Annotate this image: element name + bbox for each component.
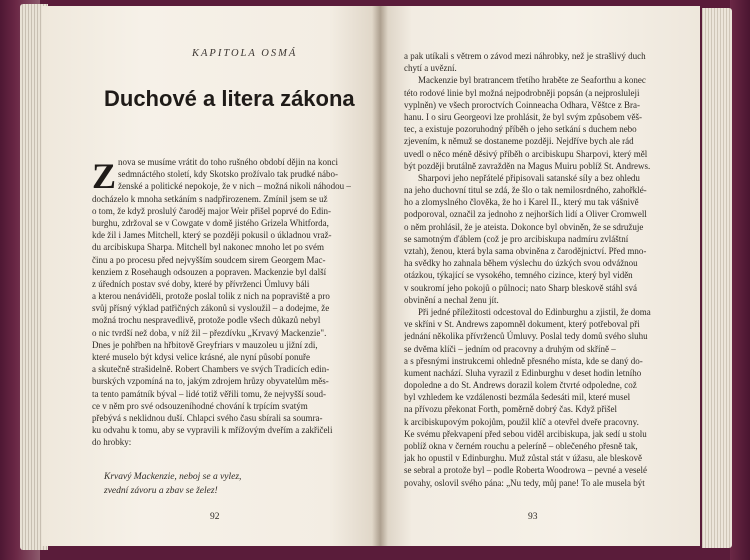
text-line: jak ho opustil v Edinburghu. Muž zůstal stát v úžasu, ale bleskově	[404, 453, 643, 464]
text-line: jednání několika přívrženců Úmluvy. Poslal tedy domů svého sluhu	[404, 331, 648, 342]
text-line: této rodové linie byl možná nejpodrobněji popsán (a nejprosluleji	[404, 87, 640, 98]
text-line: a s přesnými instrukcemi ohledně přesného místa, kde se daný do-	[404, 355, 643, 366]
text-line: chytí a uvězní.	[404, 63, 457, 74]
text-line: ha svědky ho zahnala během výslechu do úzkých svou odvážnou	[404, 258, 638, 269]
poem-line: zvední závoru a zbav se želez!	[104, 486, 218, 496]
text-line: kde žil i James Mitchell, který se později pokusil o úkladnou vraž-	[92, 230, 332, 241]
text-line: činu a po procesu před nejvyšším soudcem sirem Georgem Mac-	[92, 254, 326, 265]
text-line: poblíž okna v černém rouchu a peleríně – oblečeného přesně tak,	[404, 441, 638, 451]
text-line: kument nachází. Sluha vyrazil z Edinburghu v deset hodin letního	[404, 367, 642, 378]
text-line: z úředních postav své doby, které by přívrženci Úmluvy báli	[92, 278, 310, 289]
text-line: se dvěma klíči – jedním od pracovny a druhým od skříně –	[404, 343, 616, 354]
text-line: ženské a politické nepokoje, že v nich – možná nikoli náhodou –	[118, 181, 351, 192]
text-line: uvedl o něco méně děsivý příběh o arcibiskupu Sharpovi, který měl	[404, 148, 648, 159]
text-line: ho a zlomyslného člověka, že ho i Karel II., který mu tak vášnivě	[404, 197, 639, 208]
text-line: Ke svému překvapení před sebou viděl arcibiskupa, jak sedí u stolu	[404, 428, 647, 439]
text-line: ta tento památník býval – lidé totiž věřili tomu, že nejvyšší soud-	[92, 388, 326, 399]
text-line: nova se musíme vrátit do toho rušného období dějin na konci	[118, 157, 338, 167]
text-line: hanu. I o siru Georgeovi lze prohlásit, že byl svým způsobem věš-	[404, 111, 643, 122]
text-line: a kterou nenáviděli, protože poslal tolik z nich na popraviště a pro	[92, 291, 330, 302]
text-line: které muselo být kdysi velice krásné, ale nyní působí ponuře	[92, 352, 310, 362]
text-line: otázkou, týkající se vysokého, temného cizince, který byl viděn	[404, 270, 633, 281]
text-line: obvinění a nechal ženu jít.	[404, 294, 499, 305]
text-line: o něm prohlásil, že je ateista. Dokonce byl obviněn, že se sdružuje	[404, 221, 644, 232]
text-line: Při jedné příležitosti odcestoval do Edinburghu a zjistil, že doma	[418, 306, 651, 317]
text-line: a pak utíkali s větrem o závod mezi náhrobky, než je strašlivý duch	[404, 51, 646, 61]
text-line: vyplněn) ve všech proroctvích Coinneacha Odhara, Věštce z Bra-	[404, 99, 640, 110]
left-body-text	[92, 156, 376, 449]
poem-quote	[104, 470, 241, 498]
text-line: na přívozu překonat Forth, poměrně dobrý čas. Když přišel	[404, 404, 617, 415]
text-line: se sebral a protože byl – podle Roberta Woodrowa – pevné a veselé	[404, 465, 648, 476]
page-stack-right	[702, 8, 732, 548]
text-line: byl vzhledem ke vzdálenosti bezmála šedesáti mil, které musel	[404, 392, 631, 403]
text-line: se samotným ďáblem (což je pro arcibiskupa nadmíru zvláštní	[404, 233, 629, 244]
text-line: do hrobky:	[92, 437, 132, 448]
text-line: ku odvahu k tomu, aby se vypravili k mřížovým dveřím a zakřičeli	[92, 425, 333, 436]
text-line: podporoval, označil za jednoho z nejhorších lidí a Oliver Cromwell	[404, 209, 647, 220]
right-page	[380, 6, 700, 546]
text-line: burghu, zdržoval se v Cowgate v domě jistého Grizela Whitforda,	[92, 217, 329, 228]
text-line: povahy, oslovil svého pána: „Nu tedy, můj pane! To ale musela být	[404, 477, 645, 488]
chapter-label: KAPITOLA OSMÁ	[192, 48, 298, 59]
text-line: du arcibiskupa Sharpa. Mitchell byl nakonec mnoho let po svém	[92, 242, 324, 253]
poem-line: Krvavý Mackenzie, neboj se a vylez,	[104, 472, 242, 482]
text-line: Mackenzie byl bratrancem třetího hraběte ze Seaforthu a konec	[418, 75, 646, 86]
text-line: k arcibiskupovým pokojům, použil klíč a otevřel dveře pracovny.	[404, 416, 639, 427]
page-number-left: 92	[210, 512, 220, 522]
text-line: dopoledne a do St. Andrews dorazil kolem čtvrté odpoledne, což	[404, 380, 637, 391]
text-line: svůj přísný výklad patřičných zákonů si vysloužil – a dodejme, že	[92, 303, 330, 314]
text-line: v soukromí jeho pokojů o půlnoci; nato Sharp bleskově stáhl svá	[404, 282, 637, 293]
text-line: a skutečně strašidelně. Robert Chambers ve svých Tradicích edin-	[92, 364, 330, 375]
text-line: o nic tvrdší než doba, v níž žil – přezdívku „Krvavý Mackenzie".	[92, 327, 327, 338]
drop-cap: Z	[92, 156, 117, 196]
text-line: o tom, že když proslulý čaroděj major Weir přišel poprvé do Edin-	[92, 205, 332, 216]
book-gutter	[372, 6, 388, 546]
text-line: být později brutálně zavražděn na Magus Muiru poblíž St. Andrews.	[404, 160, 651, 171]
text-line: na jeho duchovní titul se zdá, že šlo o tak nemilosrdného, zahořklé-	[404, 185, 647, 196]
text-line: vztah), ženou, která byla sama obviněna z čarodějnictví. Před mno-	[404, 246, 647, 256]
text-line: docházelo k mnoha setkáním s nadpřirozenem. Zmínil jsem se už	[92, 193, 328, 204]
right-body-text	[404, 50, 686, 489]
text-line: burských vzpomíná na to, jakým zdrojem hrůzy obyvatelům měs-	[92, 376, 329, 387]
text-line: kenziem z Rosehaugh odsouzen a popraven. Mackenzie byl další	[92, 266, 327, 277]
chapter-title: Duchové a litera zákona	[104, 86, 355, 111]
text-line: ce v něm pro své odsouzeníhodné chování k trpícím svatým	[92, 400, 308, 411]
text-line: Sharpovi jeho nepřátelé připisovali satanské síly a bez ohledu	[418, 172, 640, 183]
text-line: sedmnáctého století, kdy Skotsko prožívalo tak prudké nábo-	[118, 169, 338, 180]
book-cover-edge-right	[730, 0, 750, 560]
text-line: ve skříni v St. Andrews zapomněl dokument, který potřeboval při	[404, 319, 640, 330]
text-line: možná trochu nespravedlivě, protože podle všech důkazů nebyl	[92, 315, 321, 326]
page-number-right: 93	[528, 512, 538, 522]
text-line: Dnes je pohřben na hřbitově Greyfriars v mauzoleu u jižní zdi,	[92, 339, 318, 350]
text-line: tec, a existuje pozoruhodný příběh o jeho setkání s duchem nebo	[404, 124, 637, 135]
text-line: zjevením, k němuž se dostaneme později. Nejdříve bych ale rád	[404, 136, 634, 147]
left-page	[42, 6, 380, 546]
text-line: přebývá s neklidnou duší. Chlapci svého času sbírali sa soumra-	[92, 412, 323, 423]
